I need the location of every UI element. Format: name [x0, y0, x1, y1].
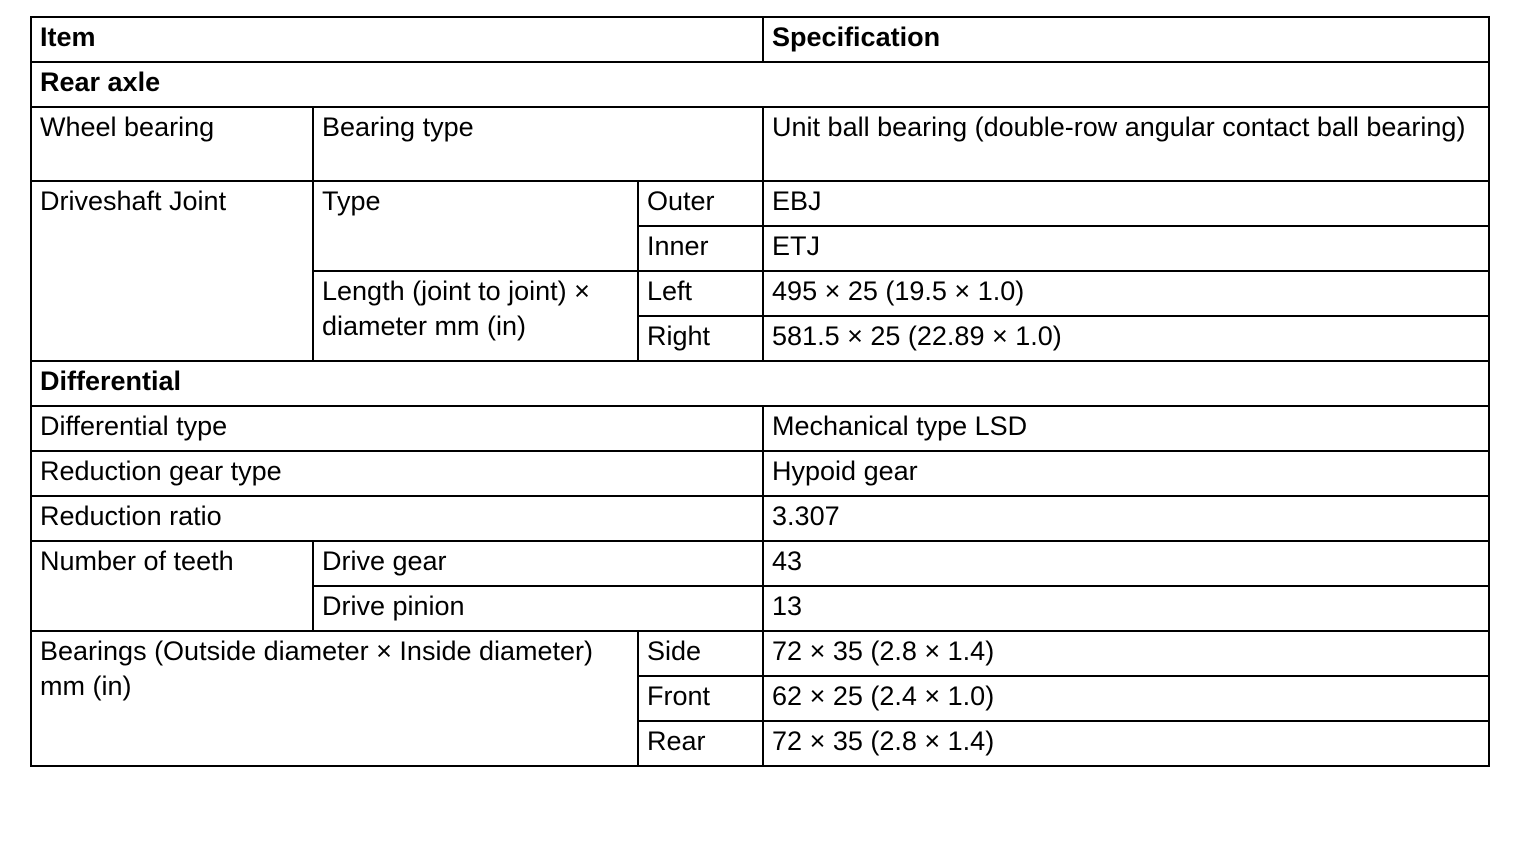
table-row: [31, 631, 1489, 676]
row-label: Bearings (Outside diameter × Inside diameter) mm (in): [31, 631, 638, 766]
table-row: [31, 496, 1489, 541]
row-value: Unit ball bearing (double-row angular contact ball bearing): [763, 107, 1489, 181]
row-position: Rear: [638, 721, 763, 766]
row-label: Wheel bearing: [31, 107, 313, 181]
row-value: ETJ: [763, 226, 1489, 271]
header-row: [31, 17, 1489, 62]
row-label: Reduction ratio: [31, 496, 763, 541]
table-row: [31, 107, 1489, 181]
row-sublabel: Bearing type: [313, 107, 763, 181]
row-sublabel: Type: [313, 181, 638, 271]
row-position: Outer: [638, 181, 763, 226]
row-sublabel: Drive gear: [313, 541, 763, 586]
row-value: EBJ: [763, 181, 1489, 226]
row-position: Front: [638, 676, 763, 721]
row-value: 72 × 35 (2.8 × 1.4): [763, 631, 1489, 676]
row-value: 3.307: [763, 496, 1489, 541]
table-row: [31, 181, 1489, 226]
section-row-differential: [31, 361, 1489, 406]
row-position: Inner: [638, 226, 763, 271]
row-value: 13: [763, 586, 1489, 631]
row-position: Side: [638, 631, 763, 676]
row-label: Reduction gear type: [31, 451, 763, 496]
row-value: Mechanical type LSD: [763, 406, 1489, 451]
row-label: Number of teeth: [31, 541, 313, 631]
row-value: 62 × 25 (2.4 × 1.0): [763, 676, 1489, 721]
section-row-rear-axle: [31, 62, 1489, 107]
row-sublabel: Length (joint to joint) × diameter mm (in): [313, 271, 638, 361]
section-title-rear-axle: Rear axle: [31, 62, 1489, 107]
table-row: [31, 406, 1489, 451]
row-label: Differential type: [31, 406, 763, 451]
row-value: Hypoid gear: [763, 451, 1489, 496]
table-row: [31, 541, 1489, 586]
row-label: Driveshaft Joint: [31, 181, 313, 361]
row-sublabel: Drive pinion: [313, 586, 763, 631]
row-position: Right: [638, 316, 763, 361]
row-value: 72 × 35 (2.8 × 1.4): [763, 721, 1489, 766]
row-value: 581.5 × 25 (22.89 × 1.0): [763, 316, 1489, 361]
specification-table: [30, 16, 1490, 767]
table-row: [31, 451, 1489, 496]
row-value: 495 × 25 (19.5 × 1.0): [763, 271, 1489, 316]
section-title-differential: Differential: [31, 361, 1489, 406]
row-position: Left: [638, 271, 763, 316]
header-item: Item: [31, 17, 763, 62]
header-specification: Specification: [763, 17, 1489, 62]
row-value: 43: [763, 541, 1489, 586]
